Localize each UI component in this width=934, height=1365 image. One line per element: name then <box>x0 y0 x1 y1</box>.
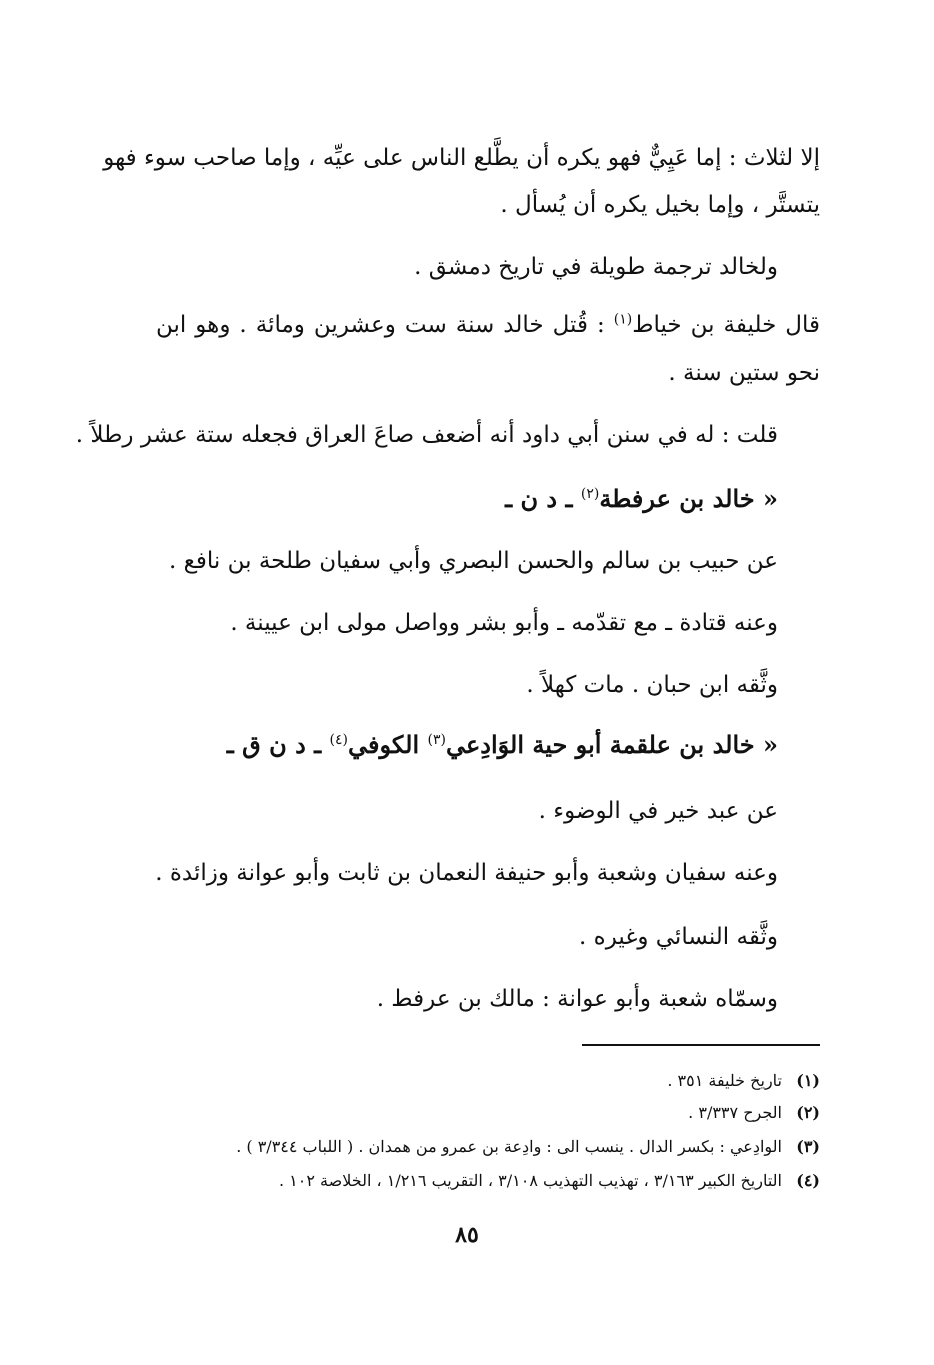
paragraph-line <box>155 858 778 888</box>
paragraph-line <box>377 984 778 1014</box>
footnote <box>688 1102 820 1124</box>
paragraph-line <box>500 190 820 220</box>
paragraph-text: وثَّقه النسائي وغيره . <box>579 924 778 950</box>
paragraph-text: عن حبيب بن سالم والحسن البصري وأبي سفيان طلحة بن نافع . <box>169 548 778 574</box>
paragraph-text: قلت : له في سنن أبي داود أنه أضعف صاعَ العراق فجعله ستة عشر رطلاً . <box>75 422 778 448</box>
paragraph-text: عن عبد خير في الوضوء . <box>538 798 778 824</box>
paragraph-line <box>76 420 778 450</box>
paragraph-text: وثَّقه ابن حبان . مات كهلاً . <box>526 672 778 698</box>
paragraph-line <box>526 670 778 700</box>
footnote-ref-1[interactable]: (١) <box>613 311 633 328</box>
entry-heading <box>227 730 778 760</box>
footnote-text: تاريخ خليفة ٣٥١ . <box>667 1071 782 1090</box>
footnote-number: (٤) <box>796 1171 820 1190</box>
footnote-text: التاريخ الكبير ٣/١٦٣ ، تهذيب التهذيب ٣/١٠٨ ، التقريب ١/٢١٦ ، الخلاصة ١٠٢ . <box>278 1171 782 1190</box>
paragraph-line <box>169 546 778 576</box>
footnote <box>279 1170 820 1192</box>
paragraph-line <box>156 310 820 340</box>
paragraph-text: نحو ستين سنة . <box>668 360 820 386</box>
paragraph-line <box>414 252 778 282</box>
footnote-number: (٢) <box>796 1103 820 1122</box>
paragraph-text: قال خليفة بن خياط <box>632 312 821 338</box>
footnote-text: الجرح ٣/٣٣٧ . <box>688 1103 782 1122</box>
footnote-separator <box>582 1044 820 1046</box>
footnote <box>667 1070 820 1092</box>
paragraph-text: وعنه سفيان وشعبة وأبو حنيفة النعمان بن ثابت وأبو عوانة وزائدة . <box>155 860 778 886</box>
paragraph-line <box>668 358 820 388</box>
footnote-number: (٣) <box>796 1137 820 1156</box>
entry-title: « خالد بن عرفطة <box>599 484 778 513</box>
paragraph-text: : قُتل خالد سنة ست وعشرين ومائة . وهو ابن <box>156 312 614 338</box>
paragraph-text: إلا لثلاث : إما عَيِيٌّ فهو يكره أن يطَّلع الناس على عيِّه ، وإما صاحب سوء فهو <box>103 145 820 171</box>
footnote <box>236 1136 820 1158</box>
footnote-ref-4[interactable]: (٤) <box>329 732 349 748</box>
paragraph-text: يتستَّر ، وإما بخيل يكره أن يُسأل . <box>500 192 820 218</box>
entry-title: الكوفي <box>348 730 428 759</box>
paragraph-text: وعنه قتادة ـ مع تقدّمه ـ وأبو بشر وواصل مولى ابن عيينة . <box>230 610 778 636</box>
entry-codes: ـ د ن ق ـ <box>226 730 330 759</box>
paragraph-line <box>103 143 820 173</box>
paragraph-text: ولخالد ترجمة طويلة في تاريخ دمشق . <box>414 254 778 280</box>
paragraph-line <box>539 796 778 826</box>
entry-heading <box>505 484 778 514</box>
footnote-ref-2[interactable]: (٢) <box>580 486 600 502</box>
paragraph-line <box>579 922 778 952</box>
paragraph-line <box>230 608 778 638</box>
page-number: ٨٥ <box>455 1222 479 1248</box>
footnote-ref-3[interactable]: (٣) <box>427 732 446 748</box>
footnote-number: (١) <box>796 1071 820 1090</box>
paragraph-text: وسمّاه شعبة وأبو عوانة : مالك بن عرفط . <box>376 986 778 1012</box>
entry-codes: ـ د ن ـ <box>505 484 581 513</box>
footnote-text: الوادِعي : بكسر الدال . ينسب الى : وادِعة بن عمرو من همدان . ( اللباب ٣/٣٤٤ ) . <box>236 1137 782 1156</box>
entry-title: « خالد بن علقمة أبو حية الوَادِعي <box>445 730 778 759</box>
